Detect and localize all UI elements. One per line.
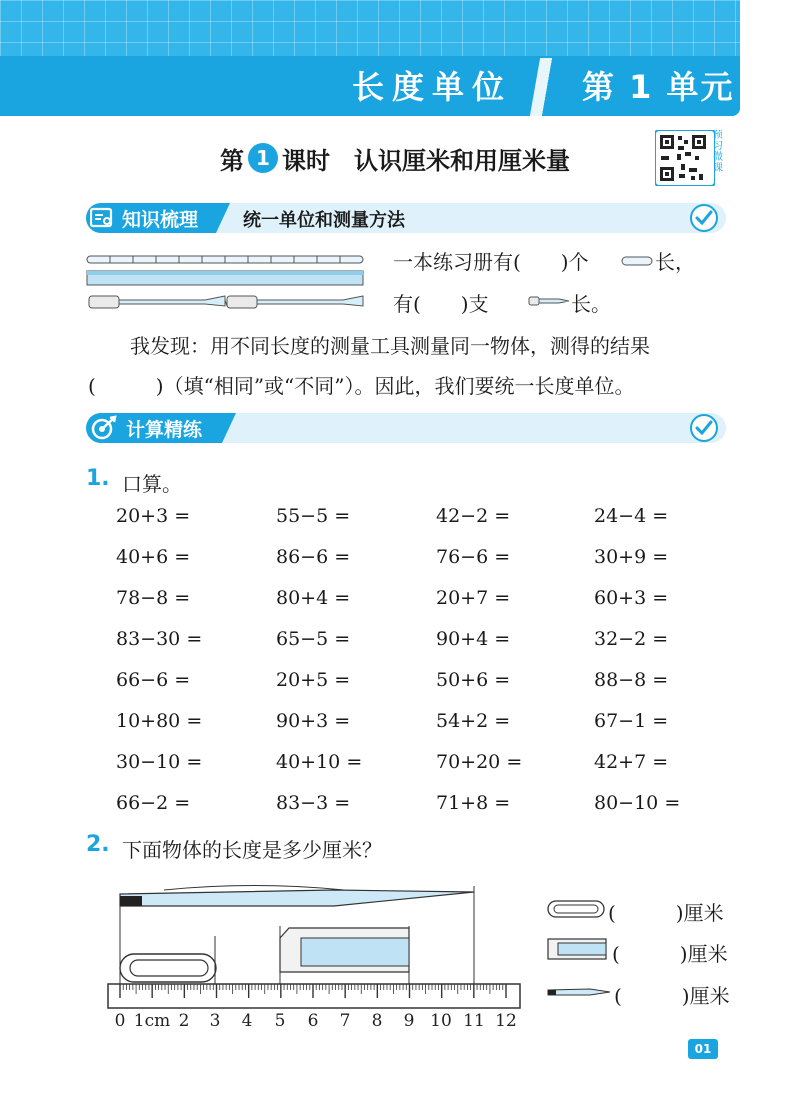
workbook	[87, 271, 363, 285]
problem: 83−30 =	[116, 628, 203, 650]
problem: 90+4 =	[436, 628, 511, 650]
unit-banner	[0, 0, 740, 116]
banner-unit: 第 1 单元	[582, 68, 735, 106]
ruler-label: 1cm	[133, 1011, 171, 1030]
ruler-label: 11	[463, 1011, 485, 1030]
problem: 55−5 =	[276, 505, 351, 527]
question-number: 2.	[86, 832, 110, 857]
problem: 66−2 =	[116, 792, 191, 814]
problem: 86−6 =	[276, 546, 351, 568]
pen-icon	[546, 984, 612, 1000]
page-number: 01	[688, 1039, 718, 1059]
pen-drawing	[120, 886, 474, 907]
question-text: 下面物体的长度是多少厘米？	[122, 838, 382, 862]
pens-row	[89, 296, 363, 308]
ruler-labels	[115, 1011, 517, 1030]
problem: 80−10 =	[594, 792, 681, 814]
lesson-title	[220, 140, 570, 176]
paperclip-drawing	[120, 954, 216, 982]
paperclip-icon	[546, 898, 606, 920]
problem: 10+80 =	[116, 710, 203, 732]
ruler-label: 8	[371, 1011, 383, 1030]
problem: 70+20 =	[436, 751, 523, 773]
problem: 65−5 =	[276, 628, 351, 650]
problem: 32−2 =	[594, 628, 669, 650]
pen-icon	[527, 293, 571, 309]
knowledge-para2: ( )（填“相同”或“不同”）。因此，我们要统一长度单位。	[88, 374, 635, 398]
ruler-label: 2	[178, 1011, 190, 1030]
section-tag-label: 计算精练	[126, 418, 203, 441]
problem: 76−6 =	[436, 546, 511, 568]
book-icon	[90, 207, 114, 229]
target-icon	[90, 415, 120, 441]
problem: 40+10 =	[276, 751, 363, 773]
question-text: 口算。	[122, 472, 182, 496]
knowledge-line2: 有( )支	[393, 292, 489, 316]
problem: 24−4 =	[594, 505, 669, 527]
ruler-label: 5	[274, 1011, 286, 1030]
ruler-label: 9	[403, 1011, 415, 1030]
banner-title: 长度单位	[352, 68, 513, 106]
problem: 90+3 =	[276, 710, 351, 732]
problem: 40+6 =	[116, 546, 191, 568]
problem: 42+7 =	[594, 751, 669, 773]
ruler-label: 3	[209, 1011, 221, 1030]
ruler-label: 12	[495, 1011, 517, 1030]
problem: 60+3 =	[594, 587, 669, 609]
paperclip-icon	[621, 256, 653, 266]
problem: 71+8 =	[436, 792, 511, 814]
problem: 30+9 =	[594, 546, 669, 568]
problem: 30−10 =	[116, 751, 203, 773]
problem: 66−6 =	[116, 669, 191, 691]
section-tag-label: 知识梳理	[122, 208, 199, 231]
qr-label: 预习微课	[713, 130, 723, 174]
question-number: 1.	[86, 466, 110, 491]
answer-pen[interactable]: ( )厘米	[614, 984, 730, 1008]
problem: 54+2 =	[436, 710, 511, 732]
clip-chain	[87, 256, 363, 263]
lesson-prefix: 第	[220, 146, 244, 175]
problem: 83−3 =	[276, 792, 351, 814]
lesson-name: 认识厘米和用厘米量	[354, 146, 570, 175]
check-icon	[690, 414, 718, 442]
problem: 80+4 =	[276, 587, 351, 609]
knowledge-line1: 一本练习册有( )个	[393, 250, 589, 274]
problem: 67−1 =	[594, 710, 669, 732]
ruler-label: 0	[114, 1011, 126, 1030]
knowledge-para1: 我发现：用不同长度的测量工具测量同一物体，测得的结果	[130, 334, 650, 358]
lesson-suffix: 课时	[282, 146, 330, 175]
ruler-label: 6	[307, 1011, 319, 1030]
ruler-label: 4	[241, 1011, 253, 1030]
qr-code-icon[interactable]	[655, 130, 715, 186]
ruler-label: 10	[430, 1011, 452, 1030]
problem: 20+7 =	[436, 587, 511, 609]
section-subtitle: 统一单位和测量方法	[243, 210, 405, 231]
answer-paperclip[interactable]: ( )厘米	[608, 901, 724, 925]
measurement-illustration	[85, 248, 375, 314]
check-icon	[690, 204, 718, 232]
ruler-label: 7	[339, 1011, 351, 1030]
problem: 78−8 =	[116, 587, 191, 609]
problem: 20+3 =	[116, 505, 191, 527]
problem: 42−2 =	[436, 505, 511, 527]
problem: 50+6 =	[436, 669, 511, 691]
eraser-drawing	[280, 928, 409, 972]
knowledge-line2-end: 长。	[571, 292, 611, 316]
lesson-number: 1	[248, 143, 278, 173]
answer-eraser[interactable]: ( )厘米	[612, 942, 728, 966]
eraser-icon	[546, 936, 608, 962]
problem: 20+5 =	[276, 669, 351, 691]
problem: 88−8 =	[594, 669, 669, 691]
knowledge-line1-end: 长，	[655, 250, 695, 274]
ruler-figure	[104, 876, 524, 1030]
